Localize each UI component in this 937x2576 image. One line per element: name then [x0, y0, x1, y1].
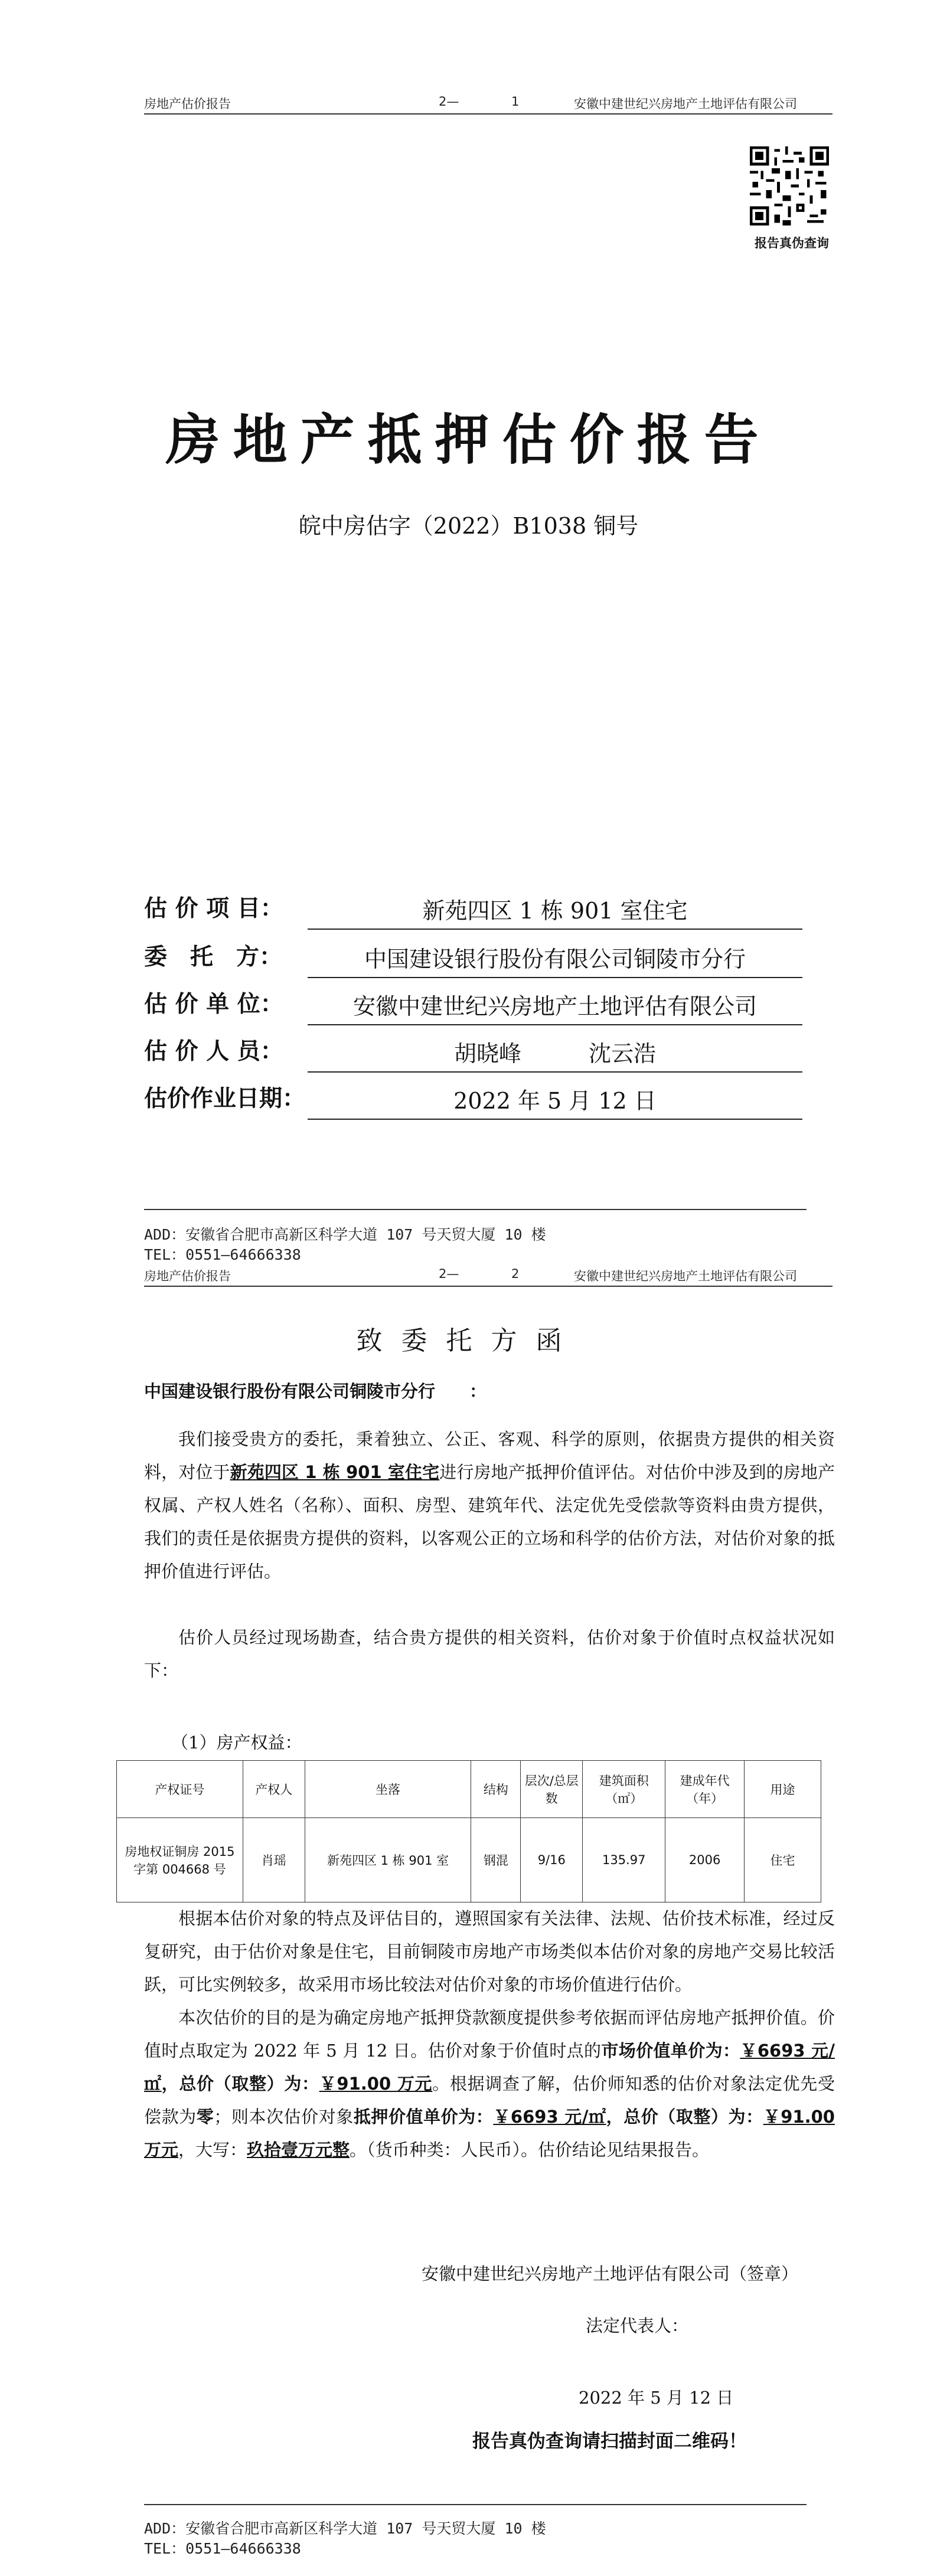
- paragraph-conclusion: [144, 2001, 835, 2166]
- page2-footer-rule: [144, 2504, 807, 2505]
- property-rights-heading: （1）房产权益：: [171, 1732, 302, 1753]
- paragraph-text: 本次估价的目的是为确定房地产抵押贷款额度提供参考依据而评估房地产抵押价值。价值时点取定为 2022 年 5 月 12 日。估价对象于价值时点的: [144, 2008, 835, 2061]
- amount-in-words: 玖拾壹万元整: [247, 2140, 350, 2160]
- column-header: 层次/总层数: [521, 1761, 583, 1818]
- paragraph-text: 我们接受贵方的委托，秉着独立、公正、客观、科学的原则，依据贵方提供的相关资料，对位于: [144, 1429, 835, 1482]
- page1-footer-address: ADD：安徽省合肥市高新区科学大道 107 号天贸大厦 10 楼: [144, 1226, 546, 1243]
- info-label: 估 价 单 位：: [144, 991, 283, 1018]
- table-row: [117, 1818, 821, 1902]
- page2-footer-address: ADD：安徽省合肥市高新区科学大道 107 号天贸大厦 10 楼: [144, 2520, 546, 2537]
- info-label: 估 价 人 员：: [144, 1038, 283, 1065]
- page1-header-right: 安徽中建世纪兴房地产土地评估有限公司: [574, 97, 797, 111]
- info-row-client: [144, 939, 802, 974]
- mortgage-total-price: ￥91.00 万元: [144, 2107, 835, 2160]
- paragraph-text: 根据本估价对象的特点及评估目的，遵照国家有关法律、法规、估价技术标准，经过反复研究，由于估价对象是住宅，目前铜陵市房地产市场类似本估价对象的房地产交易比较活跃，可比实例较多，故采用市场比较法对估价对象的市场价值进行估价。: [144, 1908, 835, 1995]
- qr-code[interactable]: [750, 146, 829, 225]
- info-row-work-date: [144, 1080, 802, 1116]
- letter-date: 2022 年 5 月 12 日: [579, 2388, 734, 2408]
- report-number: 皖中房估字（2022）B1038 铜号: [298, 513, 639, 539]
- info-value: 新苑四区 1 栋 901 室住宅: [308, 893, 802, 930]
- info-row-appraisers: [144, 1033, 802, 1068]
- company-signature: 安徽中建世纪兴房地产土地评估有限公司（签章）: [422, 2264, 799, 2284]
- table-cell: 房地权证铜房 2015 字第 004668 号: [117, 1818, 243, 1902]
- column-header: 用途: [745, 1761, 821, 1818]
- page1-footer-tel: TEL：0551—64666338: [144, 1246, 301, 1263]
- table-cell: 钢混: [471, 1818, 521, 1902]
- letter-title: 致委托方函: [356, 1326, 581, 1356]
- paragraph-text: ；则本次估价对象: [214, 2107, 354, 2127]
- verification-note: 报告真伪查询请扫描封面二维码！: [472, 2431, 747, 2452]
- table-cell: 9/16: [521, 1818, 583, 1902]
- table-cell: 住宅: [745, 1818, 821, 1902]
- paragraph-text: ，大写：: [178, 2140, 247, 2160]
- page2-header-left: 房地产估价报告: [144, 1269, 231, 1283]
- letter-addressee: 中国建设银行股份有限公司铜陵市分行 ：: [144, 1381, 487, 1401]
- page1-header-mid: 2—: [439, 94, 459, 109]
- table-cell: 2006: [665, 1818, 745, 1902]
- info-value: 2022 年 5 月 12 日: [308, 1083, 802, 1120]
- info-value: 胡晓峰 沈云浩: [308, 1035, 802, 1073]
- column-header: 建成年代（年）: [665, 1761, 745, 1818]
- page1-header-left: 房地产估价报告: [144, 97, 231, 111]
- info-label: 估价作业日期：: [144, 1086, 306, 1112]
- page2-footer-tel: TEL：0551—64666338: [144, 2540, 301, 2557]
- market-total-price: ￥91.00 万元: [319, 2074, 433, 2094]
- table-cell: 135.97: [583, 1818, 665, 1902]
- page1-footer-rule: [144, 1209, 807, 1210]
- qr-caption: 报告真伪查询: [755, 236, 829, 250]
- info-label: 委 托 方：: [144, 944, 283, 970]
- page2-header-right: 安徽中建世纪兴房地产土地评估有限公司: [574, 1269, 797, 1283]
- paragraph-intro: [144, 1423, 835, 1588]
- market-total-label: ，总价（取整）为：: [161, 2074, 319, 2094]
- page2-page-number: 2: [511, 1267, 520, 1281]
- page2-header-mid: 2—: [439, 1267, 459, 1281]
- page2-header-rule: [144, 1286, 832, 1287]
- table-header-row: [117, 1761, 821, 1818]
- page1-header-rule: [144, 113, 832, 115]
- column-header: 产权人: [243, 1761, 305, 1818]
- page1-page-number: 1: [511, 94, 520, 109]
- paragraph-text: 。（货币种类：人民币）。估价结论见结果报告。: [350, 2140, 710, 2160]
- paragraph-text: 进行房地产抵押价值评估。对估价中涉及到的房地产权属、产权人姓名（名称）、面积、房型、建筑年代、法定优先受偿款等资料由贵方提供，我们的责任是依据贵方提供的资料，以客观公正的立场和科学的估价方法，对估价对象的抵押价值进行评估。: [144, 1462, 835, 1581]
- report-title: 房地产抵押估价报告: [165, 408, 772, 472]
- paragraph-text: 。根据调查了解，估价师知悉的估价对象法定优先受偿款为: [144, 2074, 835, 2127]
- column-header: 结构: [471, 1761, 521, 1818]
- mortgage-unit-price: ￥6693 元/㎡: [493, 2107, 606, 2127]
- property-table: [116, 1760, 821, 1902]
- priority-payment: 零: [196, 2107, 214, 2127]
- legal-representative: 法定代表人：: [586, 2316, 689, 2336]
- table-cell: 肖瑶: [243, 1818, 305, 1902]
- mortgage-unit-price-label: 抵押价值单价为：: [353, 2107, 494, 2127]
- info-value: 安徽中建世纪兴房地产土地评估有限公司: [308, 988, 802, 1025]
- paragraph-method: [144, 1902, 835, 2001]
- market-unit-price-label: 市场价值单价为：: [601, 2041, 740, 2061]
- info-row-appraiser-company: [144, 986, 802, 1021]
- column-header: 坐落: [305, 1761, 471, 1818]
- info-value: 中国建设银行股份有限公司铜陵市分行: [308, 941, 802, 978]
- property-address: 新苑四区 1 栋 901 室住宅: [230, 1462, 440, 1482]
- table-cell: 新苑四区 1 栋 901 室: [305, 1818, 471, 1902]
- mortgage-total-label: ，总价（取整）为：: [606, 2107, 763, 2127]
- column-header: 产权证号: [117, 1761, 243, 1818]
- column-header: 建筑面积（㎡）: [583, 1761, 665, 1818]
- info-label: 估 价 项 目：: [144, 895, 283, 922]
- market-unit-price: ￥6693 元/㎡: [144, 2041, 835, 2094]
- paragraph-survey: [144, 1621, 835, 1687]
- paragraph-text: 估价人员经过现场勘查，结合贵方提供的相关资料，估价对象于价值时点权益状况如下：: [144, 1627, 835, 1681]
- info-row-project: [144, 890, 802, 926]
